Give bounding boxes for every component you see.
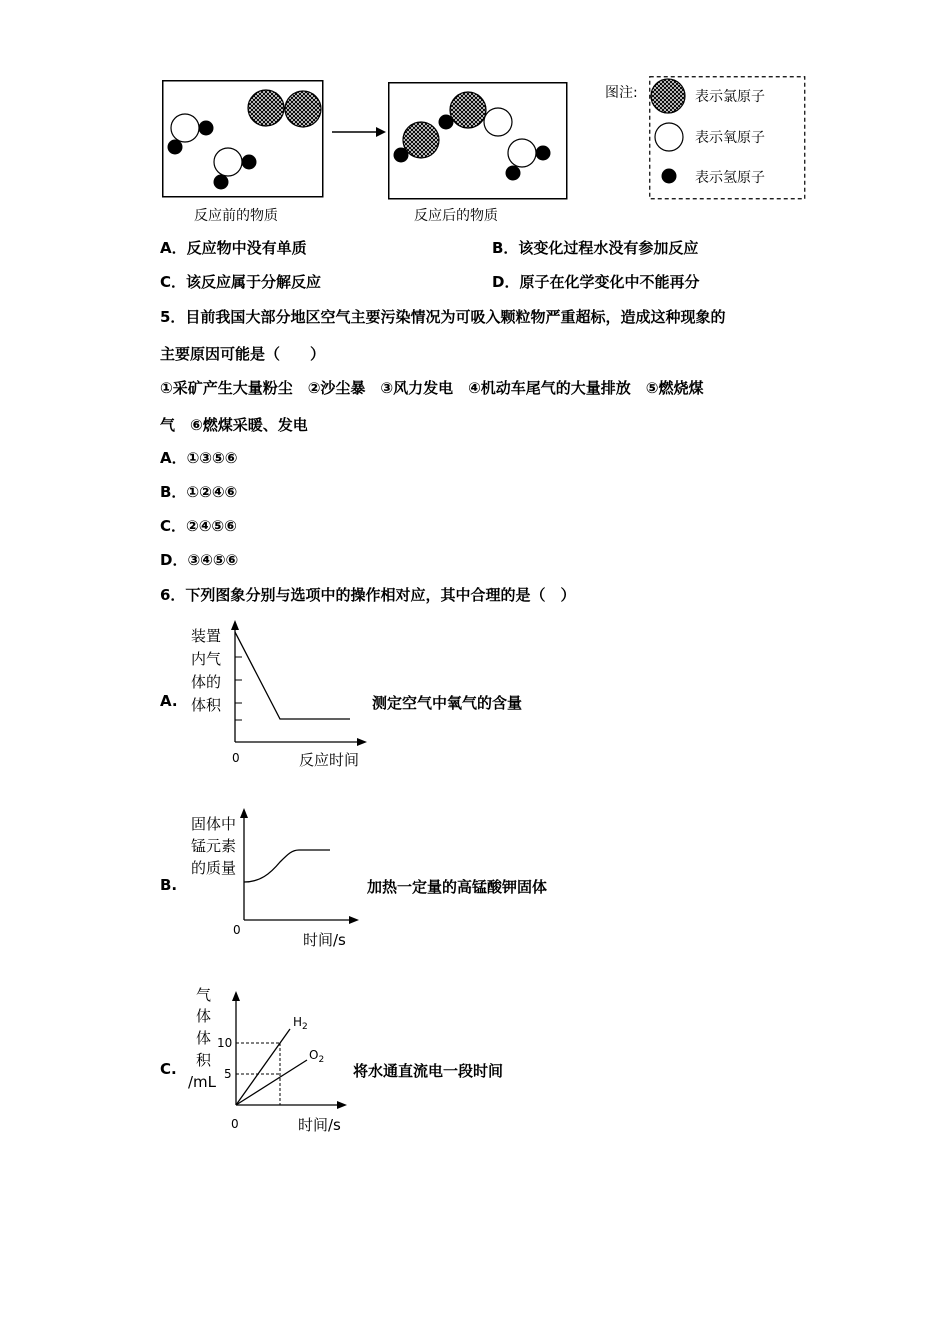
oxygen-atom [214,148,242,176]
graph-c-letter: C. [160,1060,177,1078]
graph-b-curve [244,850,330,882]
graph-c-xlabel: 时间/s [298,1116,341,1134]
graph-c-h2-line [236,1029,290,1105]
chlorine-atom [248,90,284,126]
legend-oxygen: 表示氧原子 [695,130,765,146]
q5-option-d: D．③④⑤⑥ [160,551,239,569]
hydrogen-legend-icon [662,169,677,184]
graph-c-description: 将水通直流电一段时间 [353,1062,504,1080]
graph-b-xlabel: 时间/s [303,931,346,949]
hydrogen-atom [394,148,409,163]
graph-c-tick-5: 5 [224,1067,232,1081]
graph-c-h2-label: $H_2$ [293,1015,308,1032]
graph-c-o2-label: $O_2$ [309,1048,325,1065]
oxygen-atom [508,139,536,167]
q5-option-c: C．②④⑤⑥ [160,517,237,535]
chlorine-atom [403,122,439,158]
graph-c-tick-10: 10 [217,1036,233,1050]
graph-c-o2-line [236,1060,307,1105]
q6-stem: 6．下列图象分别与选项中的操作相对应，其中合理的是（ ） [160,586,576,604]
legend-chlorine: 表示氯原子 [695,89,765,105]
q5-stem-line1: 5．目前我国大部分地区空气主要污染情况为可吸入颗粒物严重超标，造成这种现象的 [160,308,726,326]
oxygen-legend-icon [655,123,683,151]
after-caption: 反应后的物质 [414,208,498,224]
reaction-diagram [0,0,950,230]
before-caption: 反应前的物质 [194,208,278,224]
q4-option-c: C．该反应属于分解反应 [160,273,322,291]
q4-option-a: A．反应物中没有单质 [160,239,307,257]
graph-a-description: 测定空气中氧气的含量 [372,694,523,712]
hydrogen-atom [168,140,183,155]
graph-c-origin: 0 [231,1117,239,1131]
legend-hydrogen: 表示氢原子 [695,170,765,186]
q4-option-b: B．该变化过程水没有参加反应 [492,239,699,257]
before-reaction-box [162,80,324,198]
chlorine-legend-icon [651,79,685,113]
q5-stem-line2: 主要原因可能是（ ） [160,345,326,363]
hydrogen-atom [536,146,551,161]
hydrogen-atom [214,175,229,190]
q5-option-a: A．①③⑤⑥ [160,449,238,467]
hydrogen-atom [506,166,521,181]
graph-c [185,985,375,1135]
graph-b-letter: B. [160,876,178,894]
q5-items-line2: 气 ⑥燃煤采暖、发电 [160,416,308,434]
hydrogen-atom [439,115,454,130]
graph-a-letter: A. [160,692,178,710]
hydrogen-atom [242,155,257,170]
graph-b-origin: 0 [233,923,241,937]
chlorine-atom [450,92,486,128]
chlorine-atom [285,91,321,127]
graph-b [185,802,385,952]
oxygen-atom [484,108,512,136]
graph-b-ylabel: 固体中 锰元素 的质量 [191,815,237,877]
graph-a [185,612,385,772]
after-reaction-box [388,82,568,200]
oxygen-atom [171,114,199,142]
q5-items-line1: ①采矿产生大量粉尘 ②沙尘暴 ③风力发电 ④机动车尾气的大量排放 ⑤燃烧煤 [160,379,704,397]
graph-a-xlabel: 反应时间 [299,751,360,769]
q5-option-b: B．①②④⑥ [160,483,238,501]
q4-option-d: D．原子在化学变化中不能再分 [492,273,700,291]
graph-a-ylabel: 装置 内气 体的 体积 [191,627,222,714]
legend-title: 图注: [605,85,638,101]
hydrogen-atom [199,121,214,136]
graph-c-ylabel: 气 体 体 积 /mL [188,986,217,1091]
arrow-icon [330,126,388,138]
graph-a-origin: 0 [232,751,240,765]
graph-a-curve [235,632,350,719]
graph-b-description: 加热一定量的高锰酸钾固体 [367,878,548,896]
